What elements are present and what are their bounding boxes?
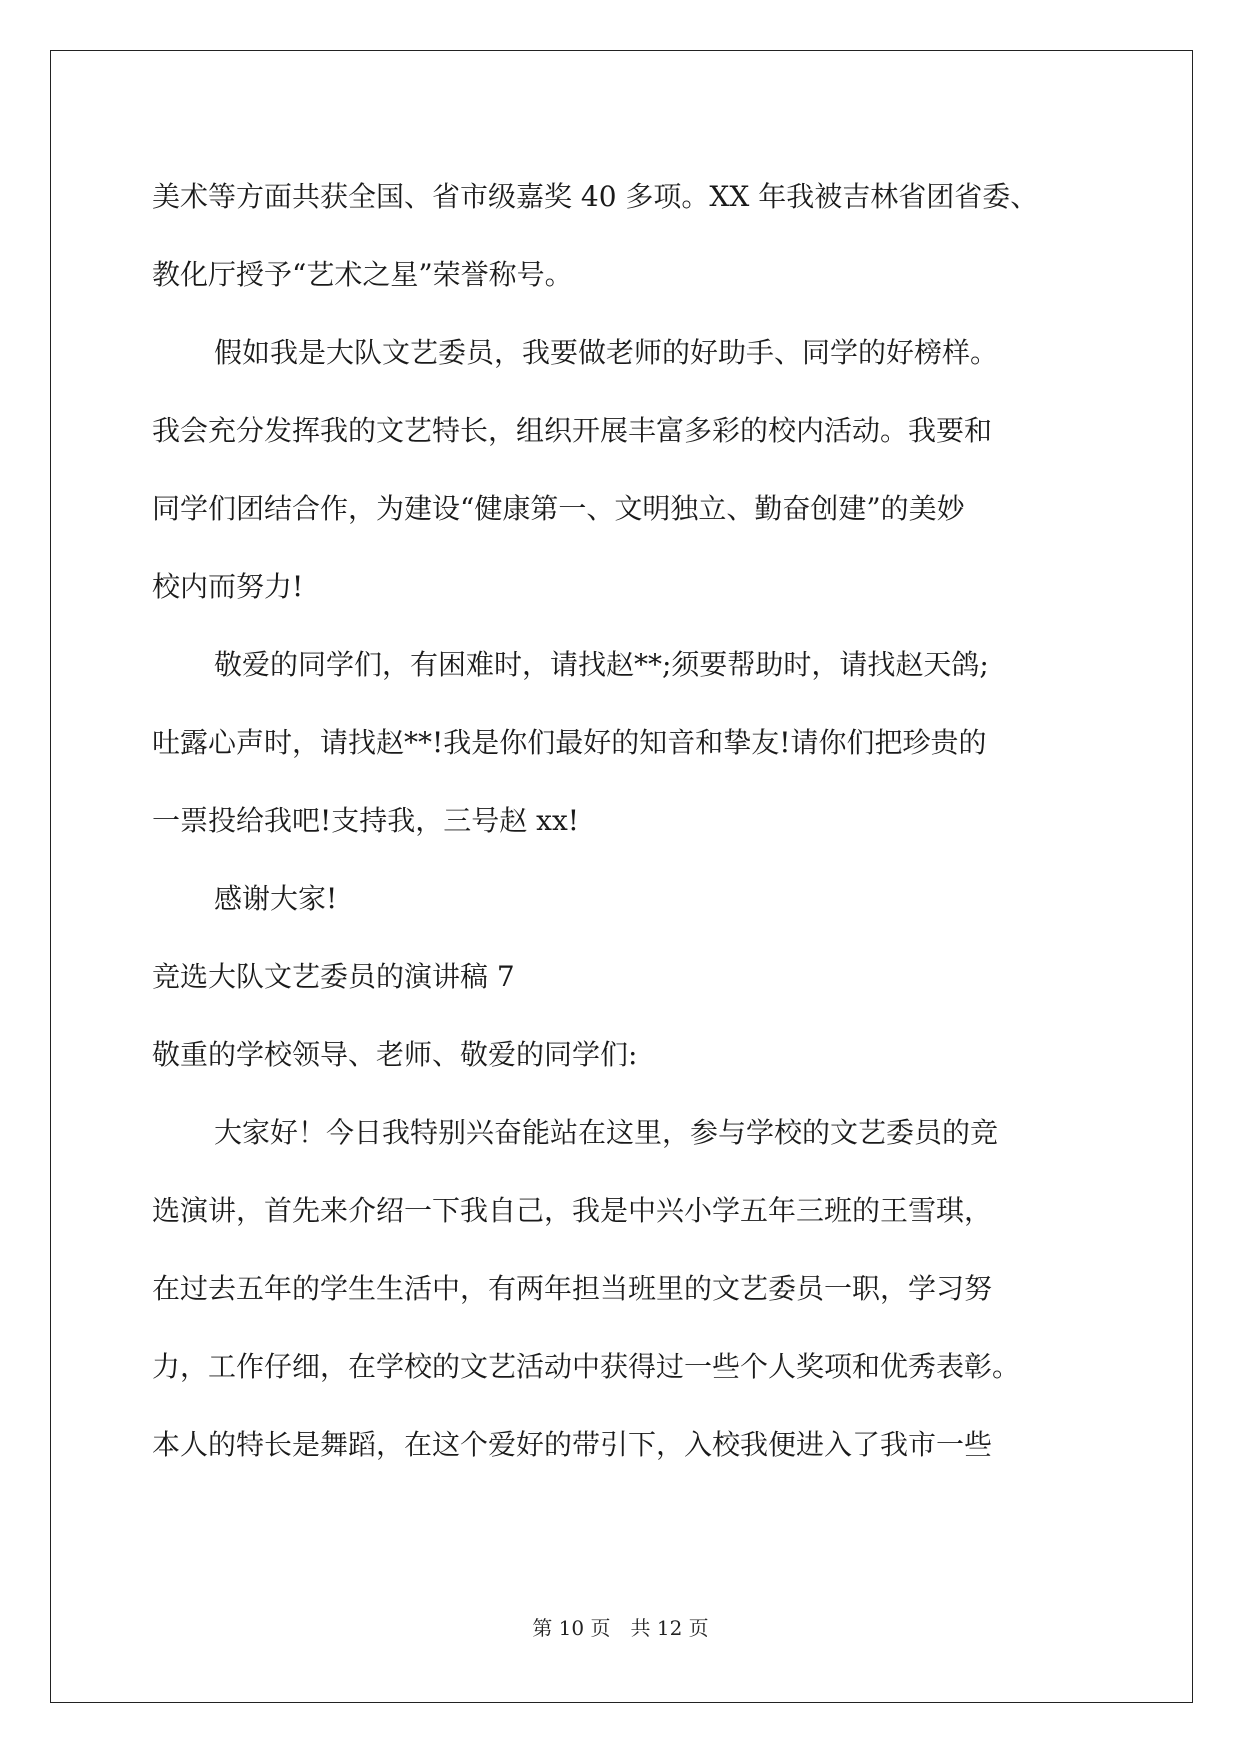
page-number: 第 10 页 共 12 页 [532, 1616, 709, 1640]
paragraph-start: 大家好！今日我特别兴奋能站在这里，参与学校的文艺委员的竞 [214, 1116, 999, 1149]
document-body [152, 158, 1092, 1484]
salutation: 敬重的学校领导、老师、敬爱的同学们: [152, 1038, 638, 1071]
text-line: 选演讲，首先来介绍一下我自己，我是中兴小学五年三班的王雪琪， [152, 1194, 993, 1227]
text-line: 吐露心声时，请找赵**!我是你们最好的知音和挚友!请你们把珍贵的 [152, 726, 987, 759]
text-line: 我会充分发挥我的文艺特长，组织开展丰富多彩的校内活动。我要和 [152, 414, 993, 447]
text-line: 同学们团结合作，为建设“健康第一、文明独立、勤奋创建”的美妙 [152, 492, 965, 525]
paragraph-start: 敬爱的同学们，有困难时，请找赵**;须要帮助时，请找赵天鸽; [214, 648, 989, 681]
paragraph-start: 感谢大家! [214, 882, 338, 915]
text-line: 教化厅授予“艺术之星”荣誉称号。 [152, 258, 573, 291]
section-title: 竞选大队文艺委员的演讲稿 7 [152, 960, 515, 993]
text-line: 校内而努力! [152, 570, 304, 603]
text-line: 力，工作仔细，在学校的文艺活动中获得过一些个人奖项和优秀表彰。 [152, 1350, 1021, 1383]
paragraph-start: 假如我是大队文艺委员，我要做老师的好助手、同学的好榜样。 [214, 336, 999, 369]
text-line: 一票投给我吧!支持我，三号赵 xx! [152, 804, 579, 837]
text-line: 美术等方面共获全国、省市级嘉奖 40 多项。XX 年我被吉林省团省委、 [152, 180, 1039, 213]
text-line: 本人的特长是舞蹈，在这个爱好的带引下，入校我便进入了我市一些 [152, 1428, 993, 1461]
text-line: 在过去五年的学生生活中，有两年担当班里的文艺委员一职，学习努 [152, 1272, 993, 1305]
